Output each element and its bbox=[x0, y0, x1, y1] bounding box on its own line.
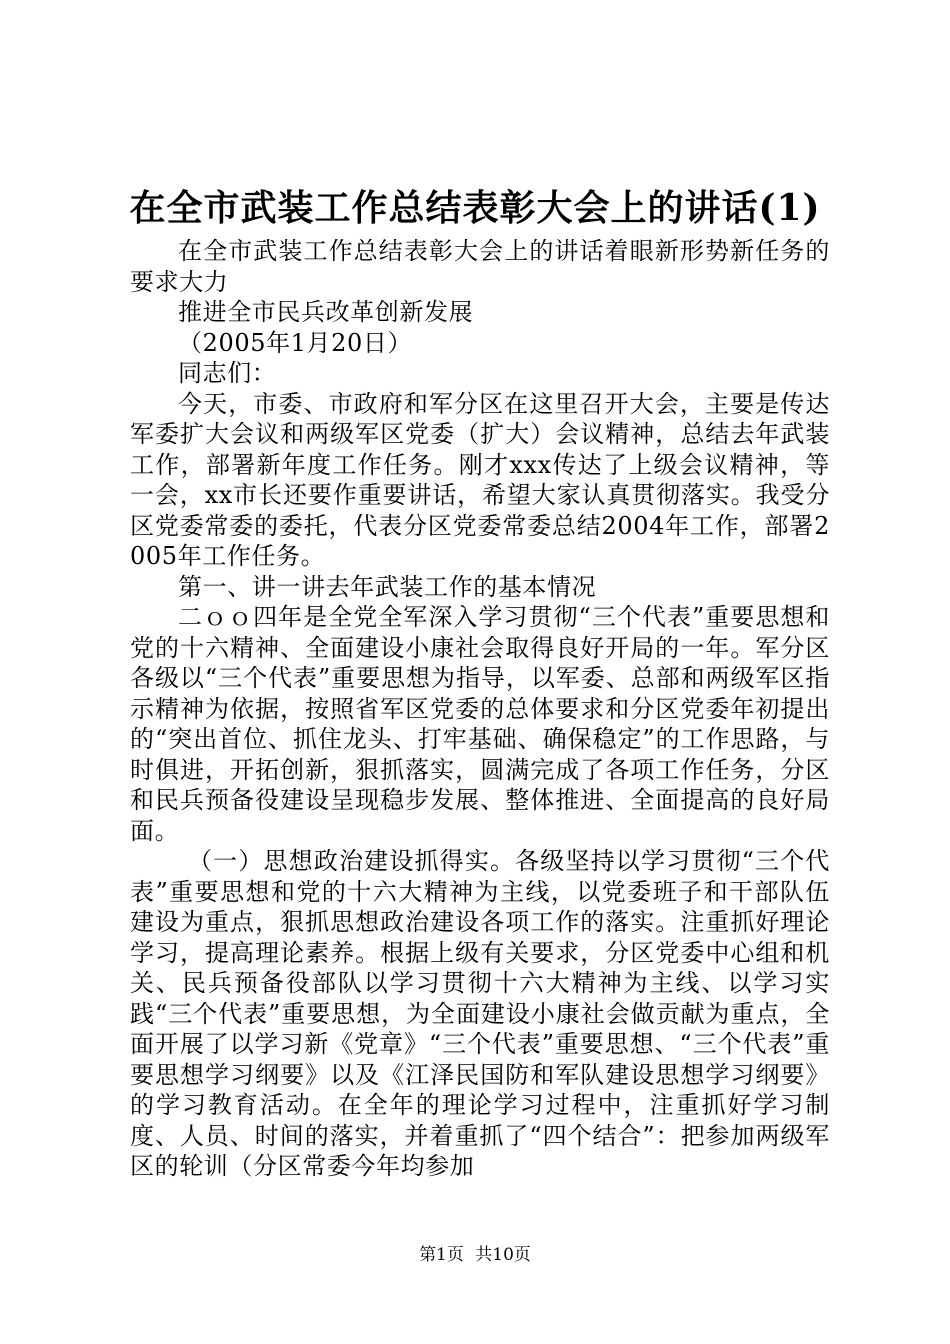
body-paragraph: 在全市武装工作总结表彰大会上的讲话着眼新形势新任务的要求大力 bbox=[130, 237, 830, 296]
page-number: 第1页 bbox=[419, 1245, 464, 1265]
body-paragraph: 第一、讲一讲去年武装工作的基本情况 bbox=[178, 572, 597, 601]
page-footer bbox=[0, 1243, 950, 1267]
page-total: 共10页 bbox=[475, 1245, 531, 1265]
body-paragraph: 推进全市民兵改革创新发展 bbox=[178, 298, 474, 326]
body-paragraph: （2005年1月20日） bbox=[178, 328, 413, 357]
body-paragraph: 今天，市委、市政府和军分区在这里召开大会，主要是传达军委扩大会议和两级军区党委（扩大）会议精神，总结去年武装工作，部署新年度工作任务。刚才xxx传达了上级会议精神，等一会，xx市长还要作重要讲话，希望大家认真贯彻落实。我受分区党委常委的委托，代表分区党委常委总结2004年工作，部署2005年工作任务。 bbox=[130, 389, 830, 570]
body-paragraph: 同志们： bbox=[178, 359, 277, 387]
body-paragraph: 二ｏｏ四年是全党全军深入学习贯彻“三个代表”重要思想和党的十六精神、全面建设小康社会取得良好开局的一年。军分区各级以“三个代表”重要思想为指导，以军委、总部和两级军区指示精神为依据，按照省军区党委的总体要求和分区党委年初提出的“突出首位、抓住龙头、打牢基础、确保稳定”的工作思路，与时俱进，开拓创新，狠抓落实，圆满完成了各项工作任务，分区和民兵预备役建设呈现稳步发展、整体推进、全面提高的良好局面。 bbox=[130, 603, 830, 845]
document-title: 在全市武装工作总结表彰大会上的讲话(1) bbox=[129, 187, 821, 229]
document-body bbox=[130, 236, 830, 1182]
body-paragraph: （一）思想政治建设抓得实。各级坚持以学习贯彻“三个代表”重要思想和党的十六大精神为主线，以党委班子和干部队伍建设为重点，狠抓思想政治建设各项工作的落实。注重抓好理论学习，提高理论素养。根据上级有关要求，分区党委中心组和机关、民兵预备役部队以学习贯彻十六大精神为主线、以学习实践“三个代表”重要思想，为全面建设小康社会做贡献为重点，全面开展了以学习新《党章》“三个代表”重要思想、“三个代表”重要思想学习纲要》以及《江泽民国防和军队建设思想学习纲要》的学习教育活动。在全年的理论学习过程中，注重抓好学习制度、人员、时间的落实，并着重抓了“四个结合”：把参加两级军区的轮训（分区常委今年均参加 bbox=[130, 847, 830, 1180]
